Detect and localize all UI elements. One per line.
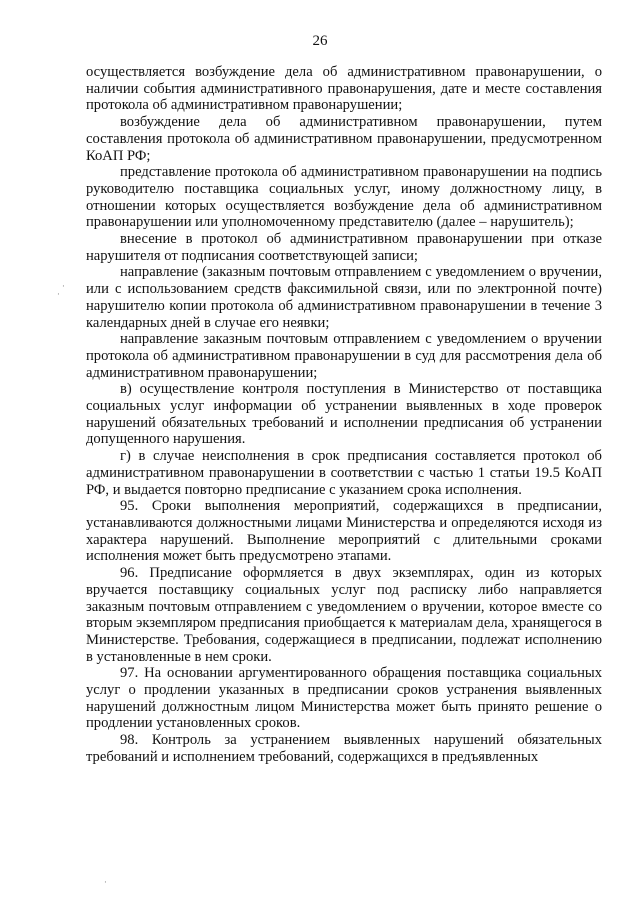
scan-speck: ·: [57, 290, 60, 300]
scan-speck: ·: [104, 878, 107, 888]
paragraph: представление протокола об административном правонарушении на подпись руководителю поставщика социальных услуг, иному должностному лицу, в отношении которых осуществляется возбуждение дела об административном правонарушении или уполномоченному представителю (далее – нарушитель);: [86, 164, 602, 231]
paragraph: осуществляется возбуждение дела об административном правонарушении, о наличии события административного правонарушения, дате и месте составления протокола об административном правонарушении;: [86, 64, 602, 114]
scan-speck: ·: [62, 282, 65, 292]
paragraph: направление заказным почтовым отправлением с уведомлением о вручении протокола об административном правонарушении в суд для рассмотрения дела об административном правонарушении;: [86, 331, 602, 381]
paragraph: 98. Контроль за устранением выявленных нарушений обязательных требований и исполнением требований, содержащихся в предъявленных: [86, 732, 602, 765]
paragraph: направление (заказным почтовым отправлением с уведомлением о вручении, или с использованием средств факсимильной связи, или по электронной почте) нарушителю копии протокола об административном правонарушении в течение 3 календарных дней в случае его неявки;: [86, 264, 602, 331]
paragraph: 97. На основании аргументированного обращения поставщика социальных услуг о продлении указанных в предписании сроков устранения выявленных нарушений должностным лицом Министерства может быть принято решение о продлении установленных сроков.: [86, 665, 602, 732]
paragraph: 96. Предписание оформляется в двух экземплярах, один из которых вручается поставщику социальных услуг под расписку либо направляется заказным почтовым отправлением с уведомлением о вручении, которое вместе со вторым экземпляром предписания приобщается к материалам дела, хранящегося в Министерстве. Требования, содержащиеся в предписании, подлежат исполнению в установленные в нем сроки.: [86, 565, 602, 665]
paragraph: в) осуществление контроля поступления в Министерство от поставщика социальных услуг информации об устранении выявленных в ходе проверок нарушений обязательных требований и исполнении предписания об устранении допущенного нарушения.: [86, 381, 602, 448]
page-number: 26: [312, 33, 328, 49]
paragraph: г) в случае неисполнения в срок предписания составляется протокол об административном правонарушении в соответствии с частью 1 статьи 19.5 КоАП РФ, и выдается повторно предписание с указанием срока исполнения.: [86, 448, 602, 498]
paragraph: внесение в протокол об административном правонарушении при отказе нарушителя от подписания соответствующей записи;: [86, 231, 602, 264]
paragraph: возбуждение дела об административном правонарушении, путем составления протокола об административном правонарушении, предусмотренном КоАП РФ;: [86, 114, 602, 164]
paragraph: 95. Сроки выполнения мероприятий, содержащихся в предписании, устанавливаются должностными лицами Министерства и определяются исходя из характера нарушений. Выполнение мероприятий с длительными сроками исполнения может быть предусмотрено этапами.: [86, 498, 602, 565]
document-body: [86, 64, 602, 766]
